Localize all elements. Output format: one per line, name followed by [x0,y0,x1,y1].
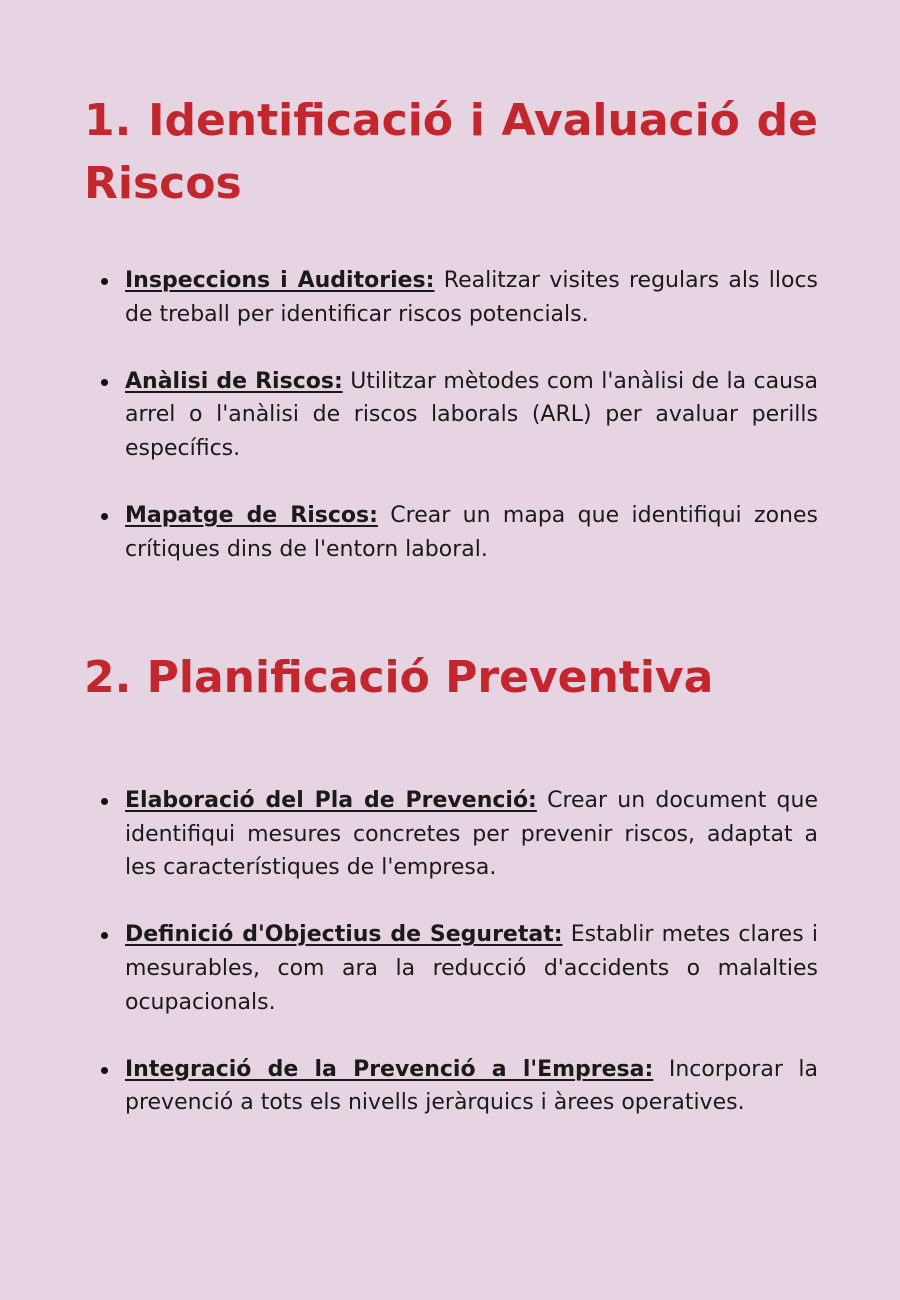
list-item-term: Elaboració del Pla de Prevenció: [125,788,537,813]
list-item-term: Integració de la Prevenció a l'Empresa: [125,1056,654,1082]
list-item-text: Utilitzar mètodes com l'anàlisi de la causa arrel o l'anàlisi de riscos laborals (ARL) per avaluar perills específics. [125,368,818,461]
section-heading-preventive-planning: 2. Planificació Preventiva [84,652,714,703]
list-item-term: Definició d'Objectius de Seguretat: [125,922,563,948]
list-item-term: Inspeccions i Auditories: [125,268,435,293]
list-item-term: Anàlisi de Riscos: [125,368,343,394]
list-item-text: Crear un mapa que identifiqui zones crítiques dins de l'entorn laboral. [125,503,818,562]
list-item-text: Realitzar visites regulars als llocs de treball per identificar riscos potencials. [125,268,819,327]
risk-identification-list [84,264,818,600]
list-item [84,499,818,566]
list-item-text: Incorporar la prevenció a tots els nivells jeràrquics i àrees operatives. [125,1056,818,1116]
list-item-text: Crear un document que identifiqui mesures concretes per prevenir riscos, adaptat a les característiques de l'empresa. [125,788,819,881]
list-item [84,264,818,331]
list-item [84,918,818,1019]
list-item [84,1053,818,1120]
list-item-term: Mapatge de Riscos: [125,503,378,529]
list-item [84,365,818,466]
section-heading-risk-identification: 1. Identificació i Avaluació de Riscos [84,95,818,209]
list-item [84,784,818,885]
preventive-planning-list [84,784,818,1154]
list-item-text: Establir metes clares i mesurables, com ara la reducció d'accidents o malalties ocupacionals. [125,922,818,1015]
